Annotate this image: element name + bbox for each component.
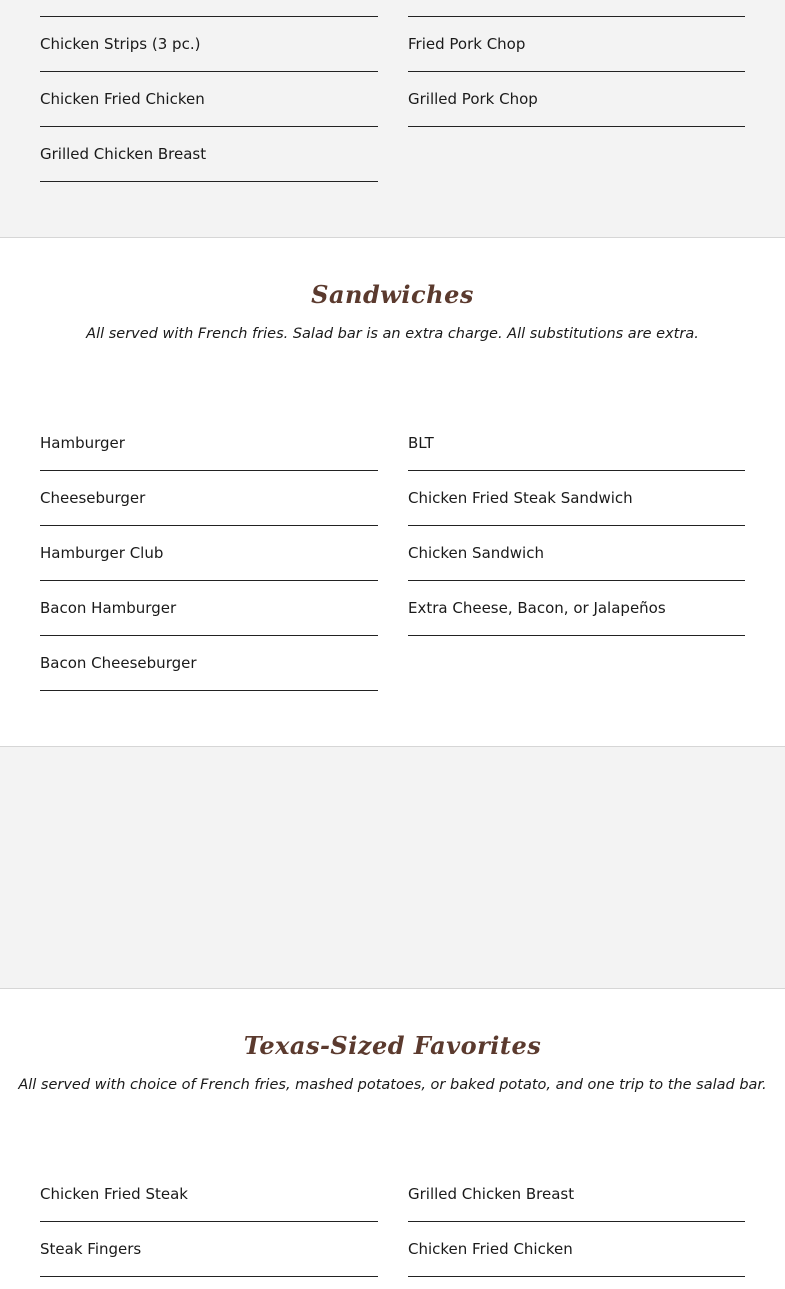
menu-column-left — [40, 416, 378, 691]
menu-item[interactable]: Chicken Fried Steak — [40, 1167, 378, 1222]
section-description: All served with French fries. Salad bar is an extra charge. All substitutions are extra. — [86, 326, 699, 342]
menu-item[interactable]: Chicken Fried Steak Sandwich — [408, 471, 745, 526]
menu-item[interactable]: Chicken Fried Chicken — [40, 72, 378, 127]
menu-item[interactable]: Steak Fingers — [40, 1222, 378, 1277]
menu-item[interactable]: Hamburger Club — [40, 526, 378, 581]
menu-item[interactable]: Hamburger — [40, 416, 378, 471]
menu-item[interactable]: Grilled Chicken Breast — [40, 127, 378, 182]
menu-item[interactable]: Chicken Sandwich — [408, 526, 745, 581]
menu-item[interactable]: Fried Pork Chop — [408, 17, 745, 72]
menu-item[interactable]: Cheeseburger — [40, 471, 378, 526]
section-title: Sandwiches — [311, 280, 474, 309]
menu-item[interactable]: Chicken Fried Chicken — [408, 1222, 745, 1277]
menu-section-sandwiches — [0, 238, 785, 746]
section-description: All served with choice of French fries, mashed potatoes, or baked potato, and one trip to the salad bar. — [18, 1077, 767, 1093]
menu-item[interactable]: Bacon Hamburger — [40, 581, 378, 636]
menu-item[interactable]: Bacon Cheeseburger — [40, 636, 378, 691]
menu-item[interactable]: Grilled Chicken Breast — [408, 1167, 745, 1222]
section-title: Texas-Sized Favorites — [243, 1031, 542, 1060]
menu-column-right — [408, 16, 745, 127]
section-divider-band — [0, 746, 785, 989]
menu-section-texas-favorites — [0, 989, 785, 1289]
menu-column-left — [40, 16, 378, 182]
menu-column-right — [408, 416, 745, 636]
menu-section-continued — [0, 0, 785, 238]
menu-column-right — [408, 1167, 745, 1277]
menu-item[interactable]: BLT — [408, 416, 745, 471]
menu-item[interactable]: Chicken Strips (3 pc.) — [40, 17, 378, 72]
menu-column-left — [40, 1167, 378, 1277]
menu-item[interactable]: Grilled Pork Chop — [408, 72, 745, 127]
menu-item[interactable]: Extra Cheese, Bacon, or Jalapeños — [408, 581, 745, 636]
